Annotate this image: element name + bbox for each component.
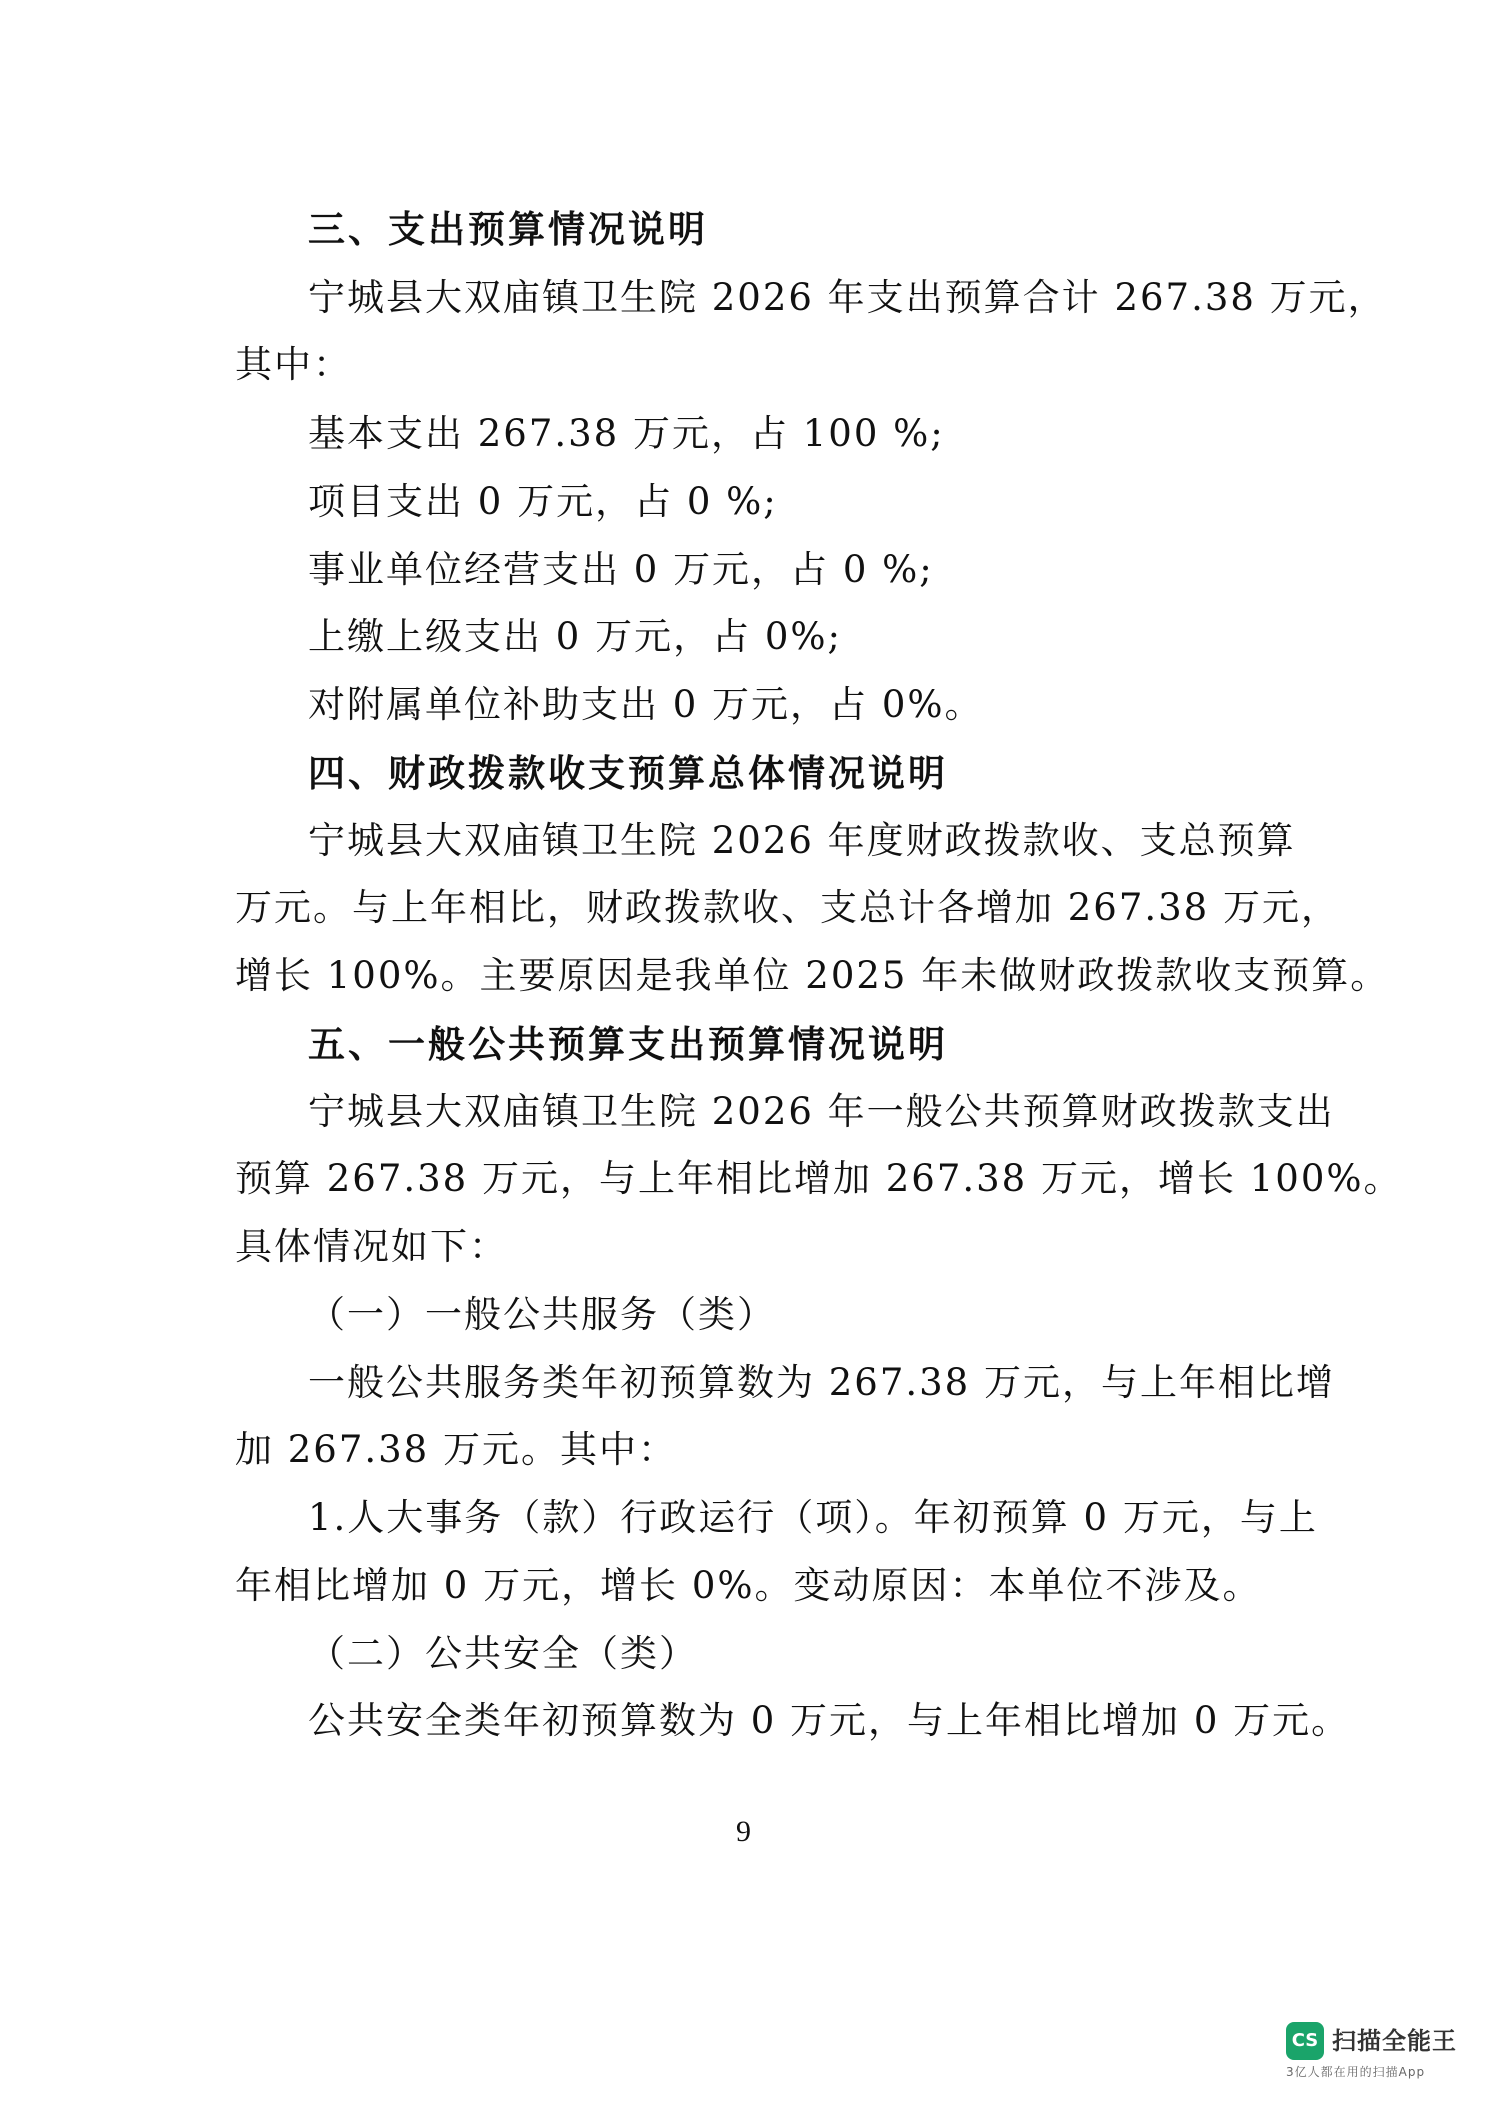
paragraph-line: 具体情况如下： xyxy=(235,1225,508,1268)
list-item-project-expenditure: 项目支出 0 万元，占 0 %; xyxy=(308,480,778,523)
subsection-heading-public-service: （一）一般公共服务（类） xyxy=(308,1293,776,1336)
camscanner-logo-icon: CS xyxy=(1286,2022,1324,2060)
paragraph-line: 宁城县大双庙镇卫生院 2026 年支出预算合计 267.38 万元， xyxy=(308,276,1387,319)
list-item-remittance-expenditure: 上缴上级支出 0 万元，占 0%; xyxy=(308,615,842,658)
paragraph-line: 年相比增加 0 万元，增长 0%。变动原因：本单位不涉及。 xyxy=(235,1564,1262,1607)
paragraph-line: 宁城县大双庙镇卫生院 2026 年一般公共预算财政拨款支出 xyxy=(308,1090,1335,1133)
paragraph-line: 其中： xyxy=(235,343,352,386)
list-item-operating-expenditure: 事业单位经营支出 0 万元，占 0 %; xyxy=(308,548,934,591)
subsection-heading-public-security: （二）公共安全（类） xyxy=(308,1632,698,1675)
paragraph-line: 公共安全类年初预算数为 0 万元，与上年相比增加 0 万元。 xyxy=(308,1699,1351,1742)
watermark-title: 扫描全能王 xyxy=(1332,2027,1457,2055)
scanner-watermark xyxy=(1286,2022,1466,2082)
section-heading-general-budget: 五、一般公共预算支出预算情况说明 xyxy=(308,1022,948,1066)
paragraph-line: 万元。与上年相比，财政拨款收、支总计各增加 267.38 万元， xyxy=(235,886,1340,929)
paragraph-line: 加 267.38 万元。其中： xyxy=(235,1428,677,1471)
paragraph-line: 宁城县大双庙镇卫生院 2026 年度财政拨款收、支总预算 xyxy=(308,819,1296,862)
section-heading-fiscal-appropriation: 四、财政拨款收支预算总体情况说明 xyxy=(308,751,948,795)
paragraph-line: 1.人大事务（款）行政运行（项）。年初预算 0 万元，与上 xyxy=(308,1496,1318,1539)
paragraph-line: 一般公共服务类年初预算数为 267.38 万元，与上年相比增 xyxy=(308,1361,1335,1404)
list-item-subsidy-expenditure: 对附属单位补助支出 0 万元，占 0%。 xyxy=(308,683,984,726)
paragraph-line: 增长 100%。主要原因是我单位 2025 年未做财政拨款收支预算。 xyxy=(235,954,1390,997)
list-item-basic-expenditure: 基本支出 267.38 万元，占 100 %; xyxy=(308,412,945,455)
watermark-subtitle: 3亿人都在用的扫描App xyxy=(1286,2065,1426,2079)
page-number: 9 xyxy=(736,1815,751,1848)
paragraph-line: 预算 267.38 万元，与上年相比增加 267.38 万元，增长 100%。 xyxy=(235,1157,1403,1200)
section-heading-expenditure: 三、支出预算情况说明 xyxy=(308,207,708,251)
